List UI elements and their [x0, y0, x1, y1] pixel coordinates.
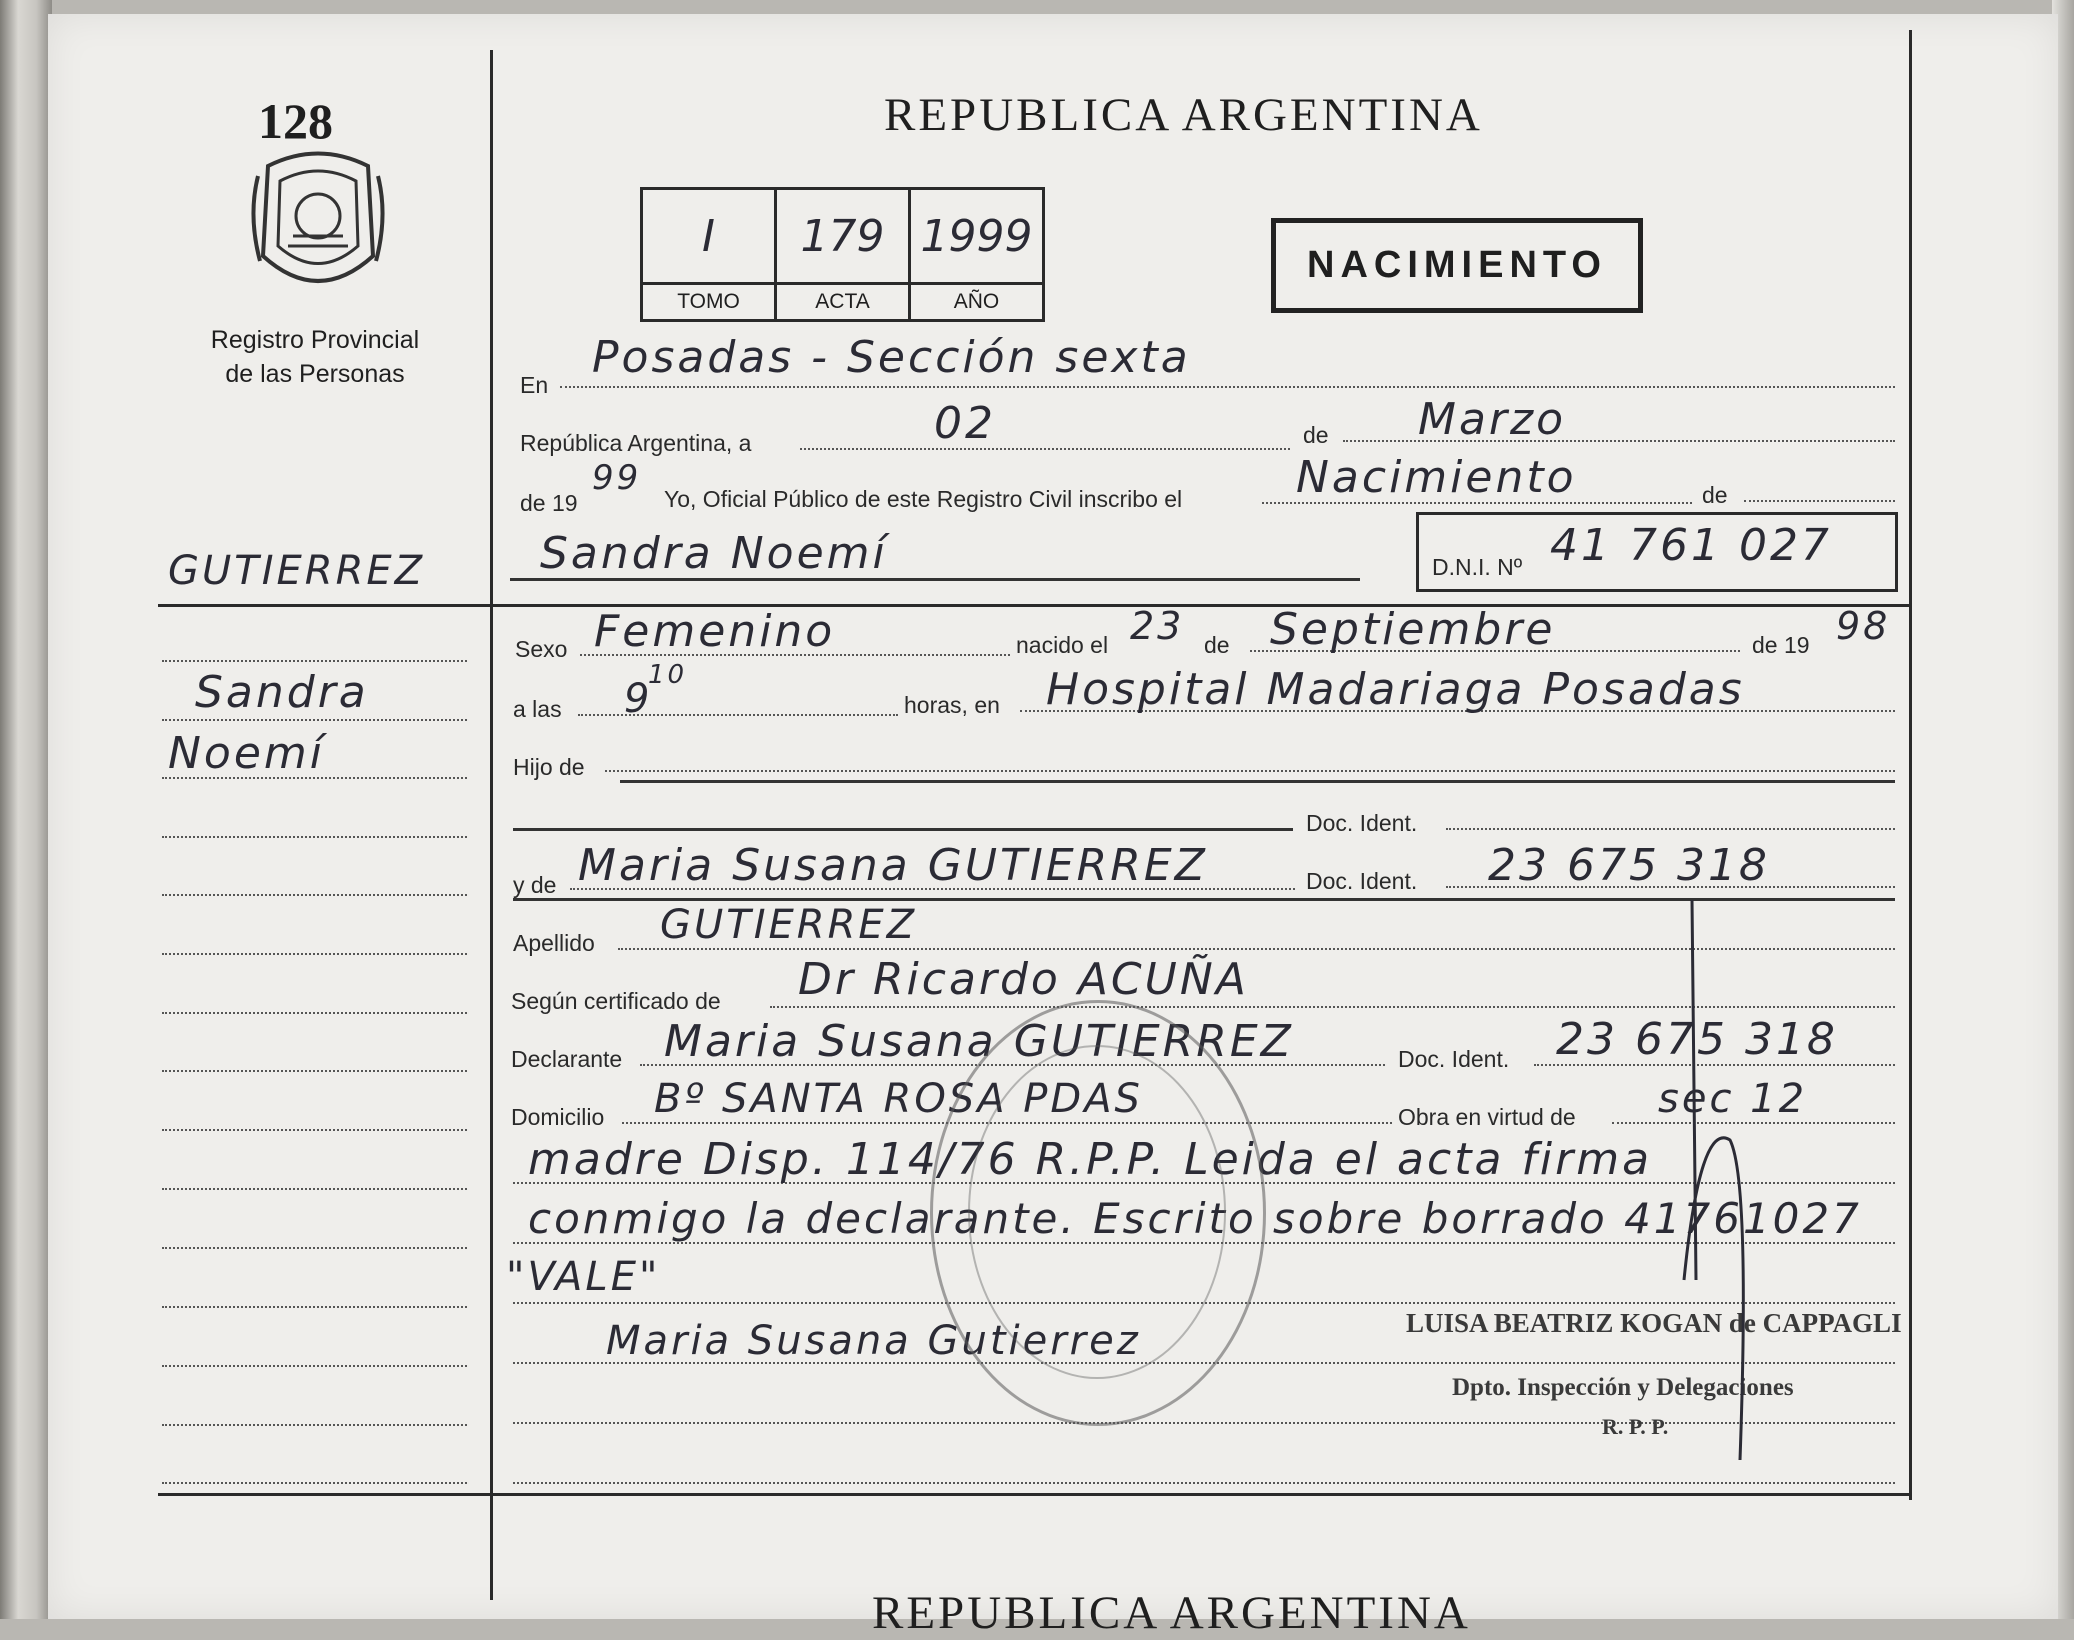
official-seal-inner	[968, 1045, 1226, 1379]
mother-value: Maria Susana GUTIERREZ	[578, 840, 1208, 891]
sexo-label: Sexo	[515, 636, 568, 662]
declarante-value: Maria Susana GUTIERREZ	[664, 1016, 1294, 1067]
right-border	[1909, 30, 1912, 1500]
notes-line1: madre Disp. 114/76 R.P.P. Leida el acta firma	[528, 1134, 1653, 1185]
official-name: LUISA BEATRIZ KOGAN de CAPPAGLI	[1406, 1308, 1902, 1338]
hour-sup: 10	[648, 660, 688, 690]
record-table	[640, 187, 1045, 322]
docident-label1: Doc. Ident.	[1306, 810, 1418, 836]
official-dept: Dpto. Inspección y Delegaciones	[1452, 1374, 1794, 1401]
inscribo-value: Nacimiento	[1296, 452, 1577, 503]
tomo-value: I	[642, 189, 776, 284]
hour-value: 9	[624, 676, 653, 722]
birth-month: Septiembre	[1270, 604, 1556, 655]
declarante-label: Declarante	[511, 1046, 623, 1072]
provincial-seal-icon	[248, 146, 388, 298]
oficial-text: Yo, Oficial Público de este Registro Civil inscribo el	[664, 486, 1183, 512]
record-bottom-line	[158, 1493, 1910, 1496]
folio-number: 128	[258, 93, 333, 149]
dni-label: D.N.I. Nº	[1432, 554, 1523, 580]
notes-line2: conmigo la declarante. Escrito sobre borrado 41761027	[528, 1194, 1862, 1243]
apellido-label: Apellido	[513, 930, 595, 956]
yde-label: y de	[513, 872, 557, 898]
domicilio-value: Bº SANTA ROSA PDAS	[654, 1076, 1143, 1122]
de-label: de	[1303, 422, 1329, 448]
acta-value: 179	[776, 189, 910, 284]
country-title: REPUBLICA ARGENTINA	[884, 89, 1483, 141]
obra-value: sec 12	[1658, 1076, 1808, 1122]
sexo-value: Femenino	[594, 606, 836, 657]
extra-rule2	[513, 1482, 1895, 1484]
tomo-label: TOMO	[642, 284, 776, 321]
mother-doc: 23 675 318	[1488, 840, 1770, 891]
month-value: Marzo	[1418, 394, 1567, 445]
docident-label2: Doc. Ident.	[1306, 868, 1418, 894]
notes-line3: "VALE"	[506, 1254, 661, 1300]
de-label3: de	[1204, 632, 1230, 658]
registry-office-line1: Registro Provincial	[210, 326, 420, 354]
domicilio-label: Domicilio	[511, 1104, 605, 1130]
name-value: Sandra Noemí	[540, 528, 888, 579]
en-value: Posadas - Sección sexta	[592, 332, 1191, 383]
obra-label: Obra en virtud de	[1398, 1104, 1576, 1130]
hijo-strike	[620, 780, 1895, 783]
official-initials: R. P. P.	[1602, 1414, 1669, 1439]
margin-surname: GUTIERREZ	[168, 548, 426, 594]
official-signature-icon	[1660, 900, 1770, 1460]
acta-label: ACTA	[776, 284, 910, 321]
next-record-title: REPUBLICA ARGENTINA	[872, 1587, 1471, 1639]
en-line	[560, 386, 1895, 388]
year-value: 99	[592, 458, 642, 498]
anio-label: AÑO	[910, 284, 1044, 321]
registry-office-line2: de las Personas	[225, 360, 405, 388]
horas-label: horas, en	[904, 692, 1000, 718]
de19-label: de 19	[1752, 632, 1810, 658]
de-line2	[1744, 500, 1895, 502]
father-line	[513, 828, 1293, 831]
declarant-signature: Maria Susana Gutierrez	[606, 1318, 1141, 1364]
nacido-label: nacido el	[1016, 632, 1109, 658]
en-label: En	[520, 372, 549, 398]
margin-name1: Sandra	[195, 667, 369, 718]
margin-name2: Noemí	[168, 728, 325, 779]
record-type: NACIMIENTO	[1307, 244, 1607, 286]
republica-label: República Argentina, a	[520, 430, 752, 456]
hijo-line	[605, 770, 1895, 772]
birth-year: 98	[1836, 604, 1891, 648]
doctor-value: Dr Ricardo ACUÑA	[798, 954, 1249, 1005]
section-divider	[158, 604, 1910, 607]
anio-value: 1999	[910, 189, 1044, 284]
day-line	[800, 448, 1290, 450]
de-label2: de	[1702, 482, 1728, 508]
father-doc-line	[1446, 828, 1895, 830]
record-type-box	[1271, 218, 1643, 313]
declarante-doc: 23 675 318	[1556, 1014, 1838, 1065]
dni-value: 41 761 027	[1550, 520, 1832, 571]
alas-label: a las	[513, 696, 562, 722]
left-column-divider	[490, 50, 493, 1600]
hijo-label: Hijo de	[513, 754, 585, 780]
book-binding	[0, 0, 52, 1619]
registry-office	[180, 323, 450, 391]
place-value: Hospital Madariaga Posadas	[1046, 664, 1745, 715]
docident-label3: Doc. Ident.	[1398, 1046, 1510, 1072]
day-value: 02	[934, 398, 996, 449]
segun-label: Según certificado de	[511, 988, 721, 1014]
apellido-value: GUTIERREZ	[660, 902, 918, 948]
birth-day: 23	[1130, 604, 1185, 648]
year-prefix: de 19	[520, 490, 578, 516]
